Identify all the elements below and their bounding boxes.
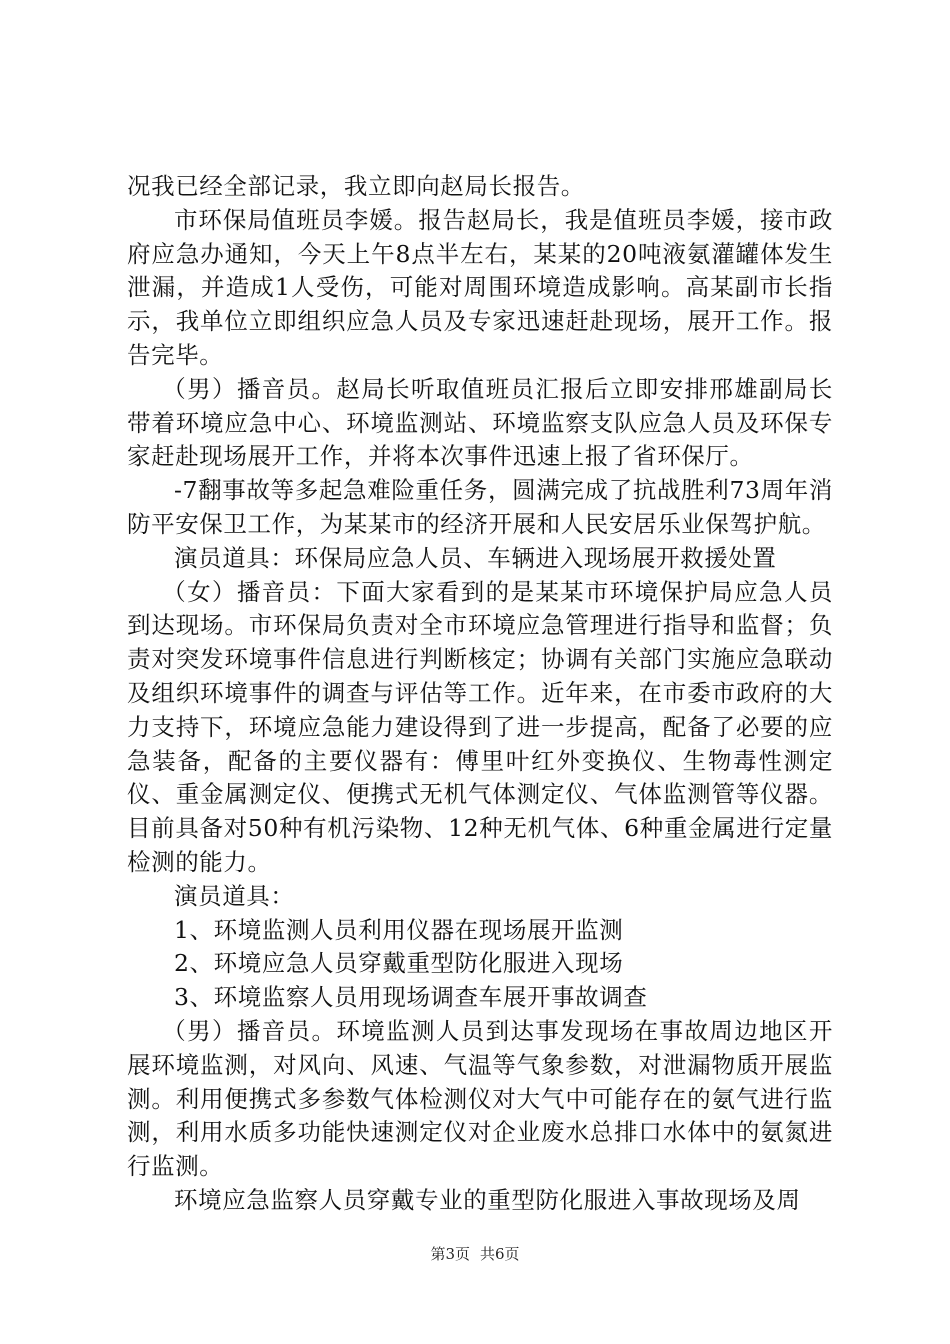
paragraph: 市环保局值班员李媛。报告赵局长，我是值班员李媛，接市政府应急办通知，今天上午8点半左右，某某的20吨液氨灌罐体发生泄漏，并造成1人受伤，可能对周围环境造成影响。高某副市长指示，我单位立即组织应急人员及专家迅速赶赴现场，展开工作。报告完毕。 — [127, 205, 833, 369]
paragraph: 演员道具：环保局应急人员、车辆进入现场展开救援处置 — [174, 543, 777, 572]
page-total: 共6页 — [480, 1245, 520, 1263]
paragraph: -7翻事故等多起急难险重任务，圆满完成了抗战胜利73周年消防平安保卫工作，为某某市的经济开展和人民安居乐业保驾护航。 — [127, 476, 833, 538]
body-text — [127, 170, 833, 1218]
paragraph: （男）播音员。环境监测人员到达事发现场在事故周边地区开展环境监测，对风向、风速、气温等气象参数，对泄漏物质开展监测。利用便携式多参数气体检测仪对大气中可能存在的氨气进行监测，利用水质多功能快速测定仪对企业废水总排口水体中的氨氮进行监测。 — [127, 1016, 833, 1181]
page-footer — [0, 1244, 950, 1264]
paragraph: （男）播音员。赵局长听取值班员汇报后立即安排邢雄副局长带着环境应急中心、环境监测站、环境监察支队应急人员及环保专家赶赴现场展开工作，并将本次事件迅速上报了省环保厅。 — [127, 374, 833, 471]
list-item: 1、环境监测人员利用仪器在现场展开监测 — [174, 915, 624, 944]
paragraph: 环境应急监察人员穿戴专业的重型防化服进入事故现场及周 — [174, 1185, 801, 1214]
paragraph: （女）播音员：下面大家看到的是某某市环境保护局应急人员到达现场。市环保局负责对全市环境应急管理进行指导和监督；负责对突发环境事件信息进行判断核定；协调有关部门实施应急联动及组织环境事件的调查与评估等工作。近年来，在市委市政府的大力支持下，环境应急能力建设得到了进一步提高，配备了必要的应急装备，配备的主要仪器有：傅里叶红外变换仪、生物毒性测定仪、重金属测定仪、便携式无机气体测定仪、气体监测管等仪器。目前具备对50种有机污染物、12种无机气体、6种重金属进行定量检测的能力。 — [127, 577, 833, 876]
list-item: 2、环境应急人员穿戴重型防化服进入现场 — [174, 949, 624, 978]
page-number: 第3页 — [430, 1245, 470, 1263]
list-item: 3、环境监察人员用现场调查车展开事故调查 — [174, 983, 648, 1012]
paragraph: 况我已经全部记录，我立即向赵局长报告。 — [127, 172, 585, 200]
paragraph: 演员道具： — [174, 881, 295, 910]
